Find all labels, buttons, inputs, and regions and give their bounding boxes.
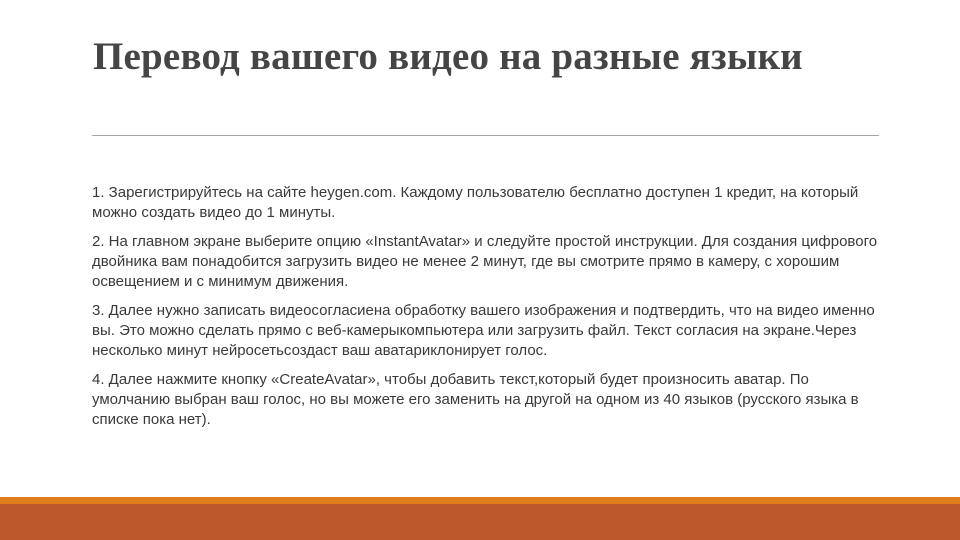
footer-band [0,504,960,540]
step-2-paragraph: 2. На главном экране выберите опцию «InstantAvatar» и следуйте простой инструкции. Для создания цифрового двойника вам понадобится загрузить видео не менее 2 минут, где вы смотрите прямо в камеру, с хорошим освещением и с минимум движения. [92,233,878,290]
slide-body [92,183,882,439]
title-divider [92,135,879,136]
footer-accent-stripe [0,497,960,504]
step-3-paragraph: 3. Далее нужно записать видеосогласиена обработку вашего изображения и подтвердить, что на видео именно вы. Это можно сделать прямо с веб-камерыкомпьютера или загрузить файл. Текст согласия на экране.Через несколько минут нейросетьсоздаст ваш аватариклонирует голос. [92,302,875,359]
step-4-paragraph: 4. Далее нажмите кнопку «CreateAvatar», чтобы добавить текст,который будет произносить аватар. По умолчанию выбран ваш голос, но вы можете его заменить на другой на одном из 40 языков (русского языка в списке пока нет). [92,371,859,428]
slide-title: Перевод вашего видео на разные языки [93,35,803,78]
step-1-paragraph: 1. Зарегистрируйтесь на сайте heygen.com. Каждому пользователю бесплатно доступен 1 кредит, на который можно создать видео до 1 минуты. [92,184,859,221]
